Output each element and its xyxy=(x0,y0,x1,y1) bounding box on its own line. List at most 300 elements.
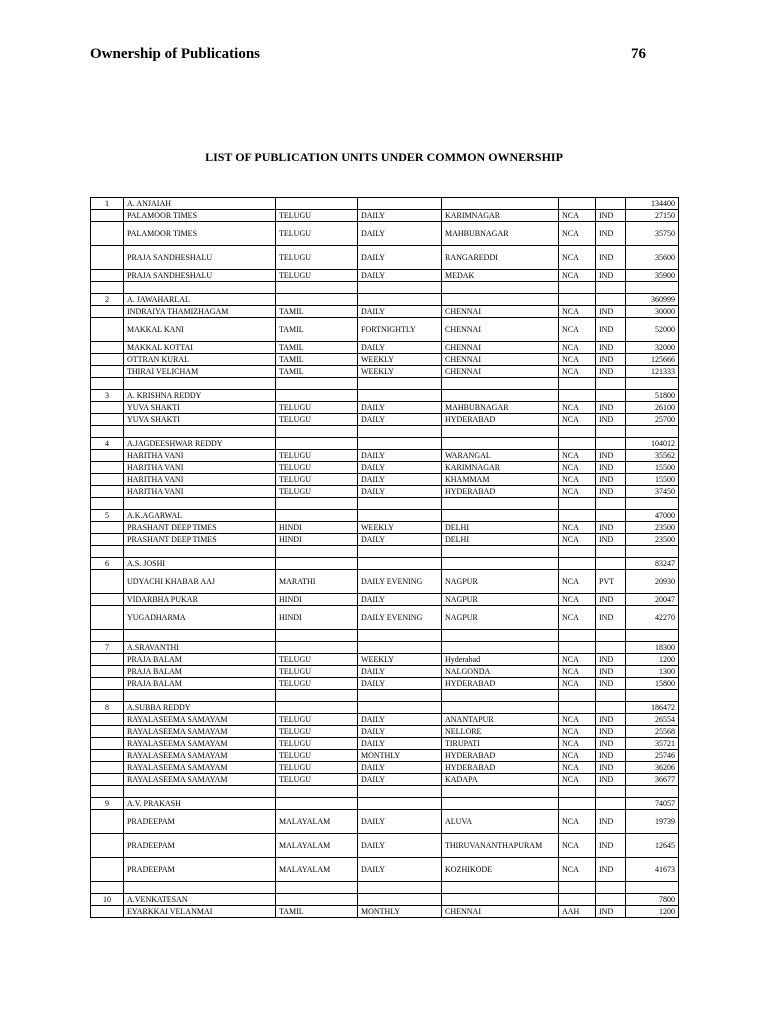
periodicity: WEEKLY xyxy=(358,654,442,666)
empty-cell xyxy=(596,498,626,510)
circulation: 12645 xyxy=(626,834,679,858)
language: TELUGU xyxy=(276,774,358,786)
empty-cell xyxy=(91,342,124,354)
ownership-type: IND xyxy=(596,342,626,354)
empty-cell xyxy=(91,726,124,738)
place: KHAMMAM xyxy=(442,474,559,486)
periodicity: DAILY xyxy=(358,594,442,606)
place: MAHBUBNAGAR xyxy=(442,222,559,246)
empty-cell xyxy=(276,498,358,510)
empty-cell xyxy=(596,786,626,798)
empty-cell xyxy=(596,642,626,654)
circulation: 52000 xyxy=(626,318,679,342)
language: TAMIL xyxy=(276,366,358,378)
empty-cell xyxy=(124,378,276,390)
table-body xyxy=(91,198,679,918)
empty-cell xyxy=(91,522,124,534)
periodicity: DAILY xyxy=(358,666,442,678)
periodicity: DAILY xyxy=(358,450,442,462)
category: NCA xyxy=(559,246,596,270)
publication-name: VIDARBHA PUKAR xyxy=(124,594,276,606)
publication-name: INDRAIYA THAMIZHAGAM xyxy=(124,306,276,318)
ownership-type: IND xyxy=(596,678,626,690)
serial-number: 2 xyxy=(91,294,124,306)
periodicity: WEEKLY xyxy=(358,522,442,534)
empty-cell xyxy=(358,798,442,810)
language: TELUGU xyxy=(276,654,358,666)
empty-cell xyxy=(91,834,124,858)
empty-cell xyxy=(596,426,626,438)
publication-name: HARITHA VANI xyxy=(124,462,276,474)
document-title: Ownership of Publications xyxy=(90,46,261,62)
ownership-type: IND xyxy=(596,318,626,342)
empty-cell xyxy=(276,702,358,714)
place: CHENNAI xyxy=(442,342,559,354)
periodicity: DAILY xyxy=(358,834,442,858)
empty-cell xyxy=(358,894,442,906)
empty-cell xyxy=(276,294,358,306)
empty-cell xyxy=(442,630,559,642)
serial-number: 1 xyxy=(91,198,124,210)
place: NALGONDA xyxy=(442,666,559,678)
publication-row xyxy=(91,534,679,546)
empty-cell xyxy=(442,702,559,714)
empty-cell xyxy=(596,882,626,894)
empty-cell xyxy=(91,366,124,378)
empty-cell xyxy=(559,702,596,714)
circulation: 25568 xyxy=(626,726,679,738)
periodicity: DAILY xyxy=(358,678,442,690)
circulation: 26554 xyxy=(626,714,679,726)
language: HINDI xyxy=(276,522,358,534)
empty-cell xyxy=(91,354,124,366)
publication-row xyxy=(91,318,679,342)
place: HYDERABAD xyxy=(442,678,559,690)
empty-cell xyxy=(91,306,124,318)
circulation: 41673 xyxy=(626,858,679,882)
empty-cell xyxy=(442,642,559,654)
circulation: 26100 xyxy=(626,402,679,414)
empty-cell xyxy=(442,390,559,402)
publication-row xyxy=(91,270,679,282)
owner-name: A.S. JOSHI xyxy=(124,558,276,570)
owner-name: A.SUBBA REDDY xyxy=(124,702,276,714)
empty-cell xyxy=(559,690,596,702)
circulation: 35600 xyxy=(626,246,679,270)
spacer-row xyxy=(91,690,679,702)
periodicity: DAILY xyxy=(358,270,442,282)
empty-cell xyxy=(626,282,679,294)
circulation: 37450 xyxy=(626,486,679,498)
empty-cell xyxy=(596,798,626,810)
ownership-type: IND xyxy=(596,450,626,462)
empty-cell xyxy=(276,198,358,210)
circulation: 35750 xyxy=(626,222,679,246)
language: TELUGU xyxy=(276,714,358,726)
empty-cell xyxy=(559,282,596,294)
empty-cell xyxy=(442,426,559,438)
circulation: 23500 xyxy=(626,522,679,534)
category: NCA xyxy=(559,270,596,282)
place: HYDERABAD xyxy=(442,762,559,774)
publication-name: RAYALASEEMA SAMAYAM xyxy=(124,774,276,786)
publication-row xyxy=(91,714,679,726)
empty-cell xyxy=(91,906,124,918)
empty-cell xyxy=(559,438,596,450)
empty-cell xyxy=(358,378,442,390)
periodicity: DAILY xyxy=(358,738,442,750)
publication-row xyxy=(91,354,679,366)
empty-cell xyxy=(596,282,626,294)
owner-total-circulation: 360999 xyxy=(626,294,679,306)
category: NCA xyxy=(559,306,596,318)
serial-number: 9 xyxy=(91,798,124,810)
category: NCA xyxy=(559,810,596,834)
publication-row xyxy=(91,210,679,222)
empty-cell xyxy=(442,198,559,210)
empty-cell xyxy=(91,810,124,834)
empty-cell xyxy=(91,402,124,414)
empty-cell xyxy=(358,426,442,438)
place: KOZHIKODE xyxy=(442,858,559,882)
publication-name: PRAJA BALAM xyxy=(124,678,276,690)
category: NCA xyxy=(559,414,596,426)
empty-cell xyxy=(91,474,124,486)
ownership-type: IND xyxy=(596,486,626,498)
empty-cell xyxy=(276,690,358,702)
ownership-type: IND xyxy=(596,210,626,222)
category: NCA xyxy=(559,570,596,594)
empty-cell xyxy=(276,378,358,390)
periodicity: DAILY xyxy=(358,210,442,222)
periodicity: DAILY xyxy=(358,762,442,774)
spacer-row xyxy=(91,378,679,390)
place: NAGPUR xyxy=(442,570,559,594)
language: TELUGU xyxy=(276,462,358,474)
publication-row xyxy=(91,402,679,414)
periodicity: DAILY xyxy=(358,342,442,354)
publication-name: PRADEEPAM xyxy=(124,858,276,882)
empty-cell xyxy=(559,498,596,510)
ownership-type: IND xyxy=(596,714,626,726)
empty-cell xyxy=(276,798,358,810)
empty-cell xyxy=(91,630,124,642)
empty-cell xyxy=(91,546,124,558)
category: NCA xyxy=(559,450,596,462)
empty-cell xyxy=(358,786,442,798)
periodicity: DAILY xyxy=(358,486,442,498)
ownership-type: IND xyxy=(596,354,626,366)
language: TELUGU xyxy=(276,402,358,414)
place: CHENNAI xyxy=(442,354,559,366)
publication-row xyxy=(91,678,679,690)
circulation: 32000 xyxy=(626,342,679,354)
place: KARIMNAGAR xyxy=(442,210,559,222)
category: NCA xyxy=(559,522,596,534)
publication-name: UDYACHI KHABAR AAJ xyxy=(124,570,276,594)
empty-cell xyxy=(91,858,124,882)
empty-cell xyxy=(91,882,124,894)
ownership-type: IND xyxy=(596,606,626,630)
periodicity: DAILY xyxy=(358,306,442,318)
empty-cell xyxy=(358,510,442,522)
circulation: 20930 xyxy=(626,570,679,594)
circulation: 121333 xyxy=(626,366,679,378)
category: NCA xyxy=(559,210,596,222)
place: HYDERABAD xyxy=(442,486,559,498)
category: AAH xyxy=(559,906,596,918)
empty-cell xyxy=(596,702,626,714)
owner-total-circulation: 74057 xyxy=(626,798,679,810)
empty-cell xyxy=(559,642,596,654)
category: NCA xyxy=(559,462,596,474)
periodicity: DAILY xyxy=(358,246,442,270)
place: MAHBUBNAGAR xyxy=(442,402,559,414)
language: TELUGU xyxy=(276,474,358,486)
owner-row xyxy=(91,294,679,306)
empty-cell xyxy=(442,690,559,702)
place: KADAPA xyxy=(442,774,559,786)
circulation: 30000 xyxy=(626,306,679,318)
publication-name: RAYALASEEMA SAMAYAM xyxy=(124,762,276,774)
language: HINDI xyxy=(276,606,358,630)
publication-name: RAYALASEEMA SAMAYAM xyxy=(124,750,276,762)
language: MALAYALAM xyxy=(276,834,358,858)
owner-total-circulation: 83247 xyxy=(626,558,679,570)
place: WARANGAL xyxy=(442,450,559,462)
publication-row xyxy=(91,522,679,534)
periodicity: DAILY xyxy=(358,714,442,726)
empty-cell xyxy=(91,714,124,726)
publication-name: YUVA SHAKTI xyxy=(124,402,276,414)
empty-cell xyxy=(358,702,442,714)
category: NCA xyxy=(559,318,596,342)
empty-cell xyxy=(91,786,124,798)
empty-cell xyxy=(276,282,358,294)
ownership-type: IND xyxy=(596,246,626,270)
empty-cell xyxy=(626,426,679,438)
empty-cell xyxy=(442,798,559,810)
empty-cell xyxy=(91,414,124,426)
empty-cell xyxy=(358,498,442,510)
empty-cell xyxy=(276,630,358,642)
empty-cell xyxy=(559,894,596,906)
ownership-type: IND xyxy=(596,654,626,666)
category: NCA xyxy=(559,402,596,414)
owner-row xyxy=(91,702,679,714)
circulation: 42270 xyxy=(626,606,679,630)
empty-cell xyxy=(91,210,124,222)
empty-cell xyxy=(91,594,124,606)
empty-cell xyxy=(91,762,124,774)
publication-name: PRAJA BALAM xyxy=(124,666,276,678)
periodicity: DAILY xyxy=(358,726,442,738)
empty-cell xyxy=(559,558,596,570)
empty-cell xyxy=(442,546,559,558)
place: CHENNAI xyxy=(442,306,559,318)
empty-cell xyxy=(358,546,442,558)
owner-row xyxy=(91,438,679,450)
category: NCA xyxy=(559,366,596,378)
language: TAMIL xyxy=(276,906,358,918)
language: TELUGU xyxy=(276,450,358,462)
publication-row xyxy=(91,594,679,606)
empty-cell xyxy=(91,270,124,282)
ownership-type: IND xyxy=(596,414,626,426)
category: NCA xyxy=(559,534,596,546)
owner-name: A.SRAVANTHI xyxy=(124,642,276,654)
language: TELUGU xyxy=(276,210,358,222)
owner-total-circulation: 104012 xyxy=(626,438,679,450)
place: RANGAREDDI xyxy=(442,246,559,270)
empty-cell xyxy=(358,690,442,702)
owner-total-circulation: 18300 xyxy=(626,642,679,654)
owner-row xyxy=(91,894,679,906)
publication-name: YUGADHARMA xyxy=(124,606,276,630)
owner-row xyxy=(91,198,679,210)
ownership-type: IND xyxy=(596,366,626,378)
periodicity: DAILY xyxy=(358,810,442,834)
empty-cell xyxy=(276,426,358,438)
empty-cell xyxy=(91,570,124,594)
publication-name: OTTRAN KURAL xyxy=(124,354,276,366)
circulation: 25746 xyxy=(626,750,679,762)
circulation: 36677 xyxy=(626,774,679,786)
empty-cell xyxy=(626,690,679,702)
publication-name: PRAJA SANDHESHALU xyxy=(124,246,276,270)
empty-cell xyxy=(91,246,124,270)
empty-cell xyxy=(91,690,124,702)
category: NCA xyxy=(559,354,596,366)
empty-cell xyxy=(358,282,442,294)
language: MARATHI xyxy=(276,570,358,594)
language: TELUGU xyxy=(276,762,358,774)
owner-row xyxy=(91,798,679,810)
empty-cell xyxy=(91,738,124,750)
empty-cell xyxy=(358,438,442,450)
place: NAGPUR xyxy=(442,606,559,630)
empty-cell xyxy=(276,894,358,906)
language: TELUGU xyxy=(276,414,358,426)
owner-row xyxy=(91,510,679,522)
periodicity: DAILY EVENING xyxy=(358,606,442,630)
language: MALAYALAM xyxy=(276,858,358,882)
spacer-row xyxy=(91,630,679,642)
publication-row xyxy=(91,654,679,666)
page-number: 76 xyxy=(631,46,646,62)
empty-cell xyxy=(559,786,596,798)
language: TELUGU xyxy=(276,750,358,762)
empty-cell xyxy=(91,678,124,690)
category: NCA xyxy=(559,714,596,726)
publication-row xyxy=(91,738,679,750)
list-title: LIST OF PUBLICATION UNITS UNDER COMMON OWNERSHIP xyxy=(205,150,563,164)
ownership-type: IND xyxy=(596,534,626,546)
ownership-type: IND xyxy=(596,462,626,474)
publication-row xyxy=(91,366,679,378)
empty-cell xyxy=(442,438,559,450)
spacer-row xyxy=(91,426,679,438)
empty-cell xyxy=(596,558,626,570)
language: TAMIL xyxy=(276,354,358,366)
category: NCA xyxy=(559,738,596,750)
empty-cell xyxy=(91,462,124,474)
empty-cell xyxy=(442,510,559,522)
category: NCA xyxy=(559,858,596,882)
empty-cell xyxy=(91,486,124,498)
periodicity: WEEKLY xyxy=(358,354,442,366)
ownership-type: IND xyxy=(596,270,626,282)
publication-name: HARITHA VANI xyxy=(124,474,276,486)
owner-total-circulation: 134400 xyxy=(626,198,679,210)
empty-cell xyxy=(559,882,596,894)
publication-row xyxy=(91,570,679,594)
periodicity: DAILY xyxy=(358,534,442,546)
circulation: 1300 xyxy=(626,666,679,678)
empty-cell xyxy=(124,630,276,642)
empty-cell xyxy=(559,798,596,810)
language: TAMIL xyxy=(276,306,358,318)
category: NCA xyxy=(559,762,596,774)
spacer-row xyxy=(91,882,679,894)
publication-name: RAYALASEEMA SAMAYAM xyxy=(124,726,276,738)
publication-row xyxy=(91,462,679,474)
empty-cell xyxy=(91,426,124,438)
owner-total-circulation: 51800 xyxy=(626,390,679,402)
publication-name: HARITHA VANI xyxy=(124,486,276,498)
category: NCA xyxy=(559,486,596,498)
empty-cell xyxy=(559,198,596,210)
ownership-type: IND xyxy=(596,522,626,534)
publication-row xyxy=(91,774,679,786)
periodicity: DAILY xyxy=(358,402,442,414)
empty-cell xyxy=(91,606,124,630)
circulation: 36206 xyxy=(626,762,679,774)
publication-row xyxy=(91,474,679,486)
circulation: 23500 xyxy=(626,534,679,546)
place: HYDERABAD xyxy=(442,750,559,762)
language: TELUGU xyxy=(276,678,358,690)
empty-cell xyxy=(276,642,358,654)
publication-name: EYARKKAI VELANMAI xyxy=(124,906,276,918)
empty-cell xyxy=(596,390,626,402)
serial-number: 7 xyxy=(91,642,124,654)
empty-cell xyxy=(91,534,124,546)
circulation: 35721 xyxy=(626,738,679,750)
empty-cell xyxy=(442,378,559,390)
publication-row xyxy=(91,750,679,762)
empty-cell xyxy=(442,882,559,894)
language: MALAYALAM xyxy=(276,810,358,834)
serial-number: 6 xyxy=(91,558,124,570)
empty-cell xyxy=(626,498,679,510)
publication-name: RAYALASEEMA SAMAYAM xyxy=(124,714,276,726)
empty-cell xyxy=(626,630,679,642)
place: CHENNAI xyxy=(442,318,559,342)
ownership-type: IND xyxy=(596,906,626,918)
place: NAGPUR xyxy=(442,594,559,606)
publication-row xyxy=(91,810,679,834)
circulation: 15500 xyxy=(626,474,679,486)
owner-name: A.V. PRAKASH xyxy=(124,798,276,810)
empty-cell xyxy=(276,786,358,798)
ownership-table xyxy=(90,197,679,918)
category: NCA xyxy=(559,342,596,354)
publication-row xyxy=(91,222,679,246)
publication-row xyxy=(91,726,679,738)
ownership-type: IND xyxy=(596,750,626,762)
category: NCA xyxy=(559,222,596,246)
